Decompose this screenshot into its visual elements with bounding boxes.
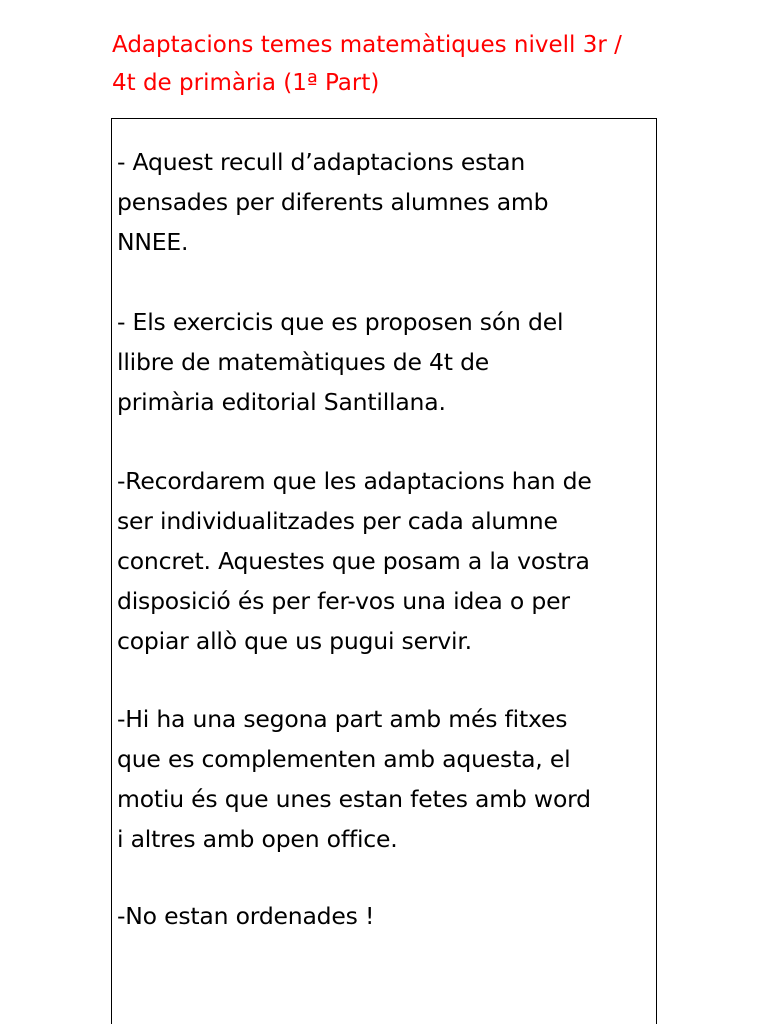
text-line: ser individualitzades per cada alumne: [117, 507, 558, 535]
paragraph-source-book: [117, 302, 655, 422]
text-line: que es complementen amb aquesta, el: [117, 745, 571, 773]
title-line-2: 4t de primària (1ª Part): [112, 70, 380, 96]
paragraph-nnee: [117, 142, 655, 262]
text-line: -No estan ordenades !: [117, 902, 375, 930]
text-line: NNEE.: [117, 228, 189, 256]
text-line: - Aquest recull d’adaptacions estan: [117, 148, 526, 176]
paragraph-second-part: [117, 699, 655, 859]
text-line: disposició és per fer-vos una idea o per: [117, 587, 570, 615]
text-line: pensades per diferents alumnes amb: [117, 188, 549, 216]
text-line: - Els exercicis que es proposen són del: [117, 308, 564, 336]
paragraph-individualized: [117, 461, 655, 661]
title-line-1: Adaptacions temes matemàtiques nivell 3r /: [112, 32, 622, 58]
paragraph-not-ordered: [117, 896, 655, 936]
text-line: primària editorial Santillana.: [117, 388, 446, 416]
text-line: motiu és que unes estan fetes amb word: [117, 785, 591, 813]
text-line: -Hi ha una segona part amb més fitxes: [117, 705, 568, 733]
page-title: [112, 26, 672, 102]
text-line: concret. Aquestes que posam a la vostra: [117, 547, 590, 575]
text-line: copiar allò que us pugui servir.: [117, 627, 472, 655]
content-box: [111, 118, 657, 1024]
text-line: -Recordarem que les adaptacions han de: [117, 467, 592, 495]
text-line: i altres amb open office.: [117, 825, 398, 853]
text-line: llibre de matemàtiques de 4t de: [117, 348, 490, 376]
